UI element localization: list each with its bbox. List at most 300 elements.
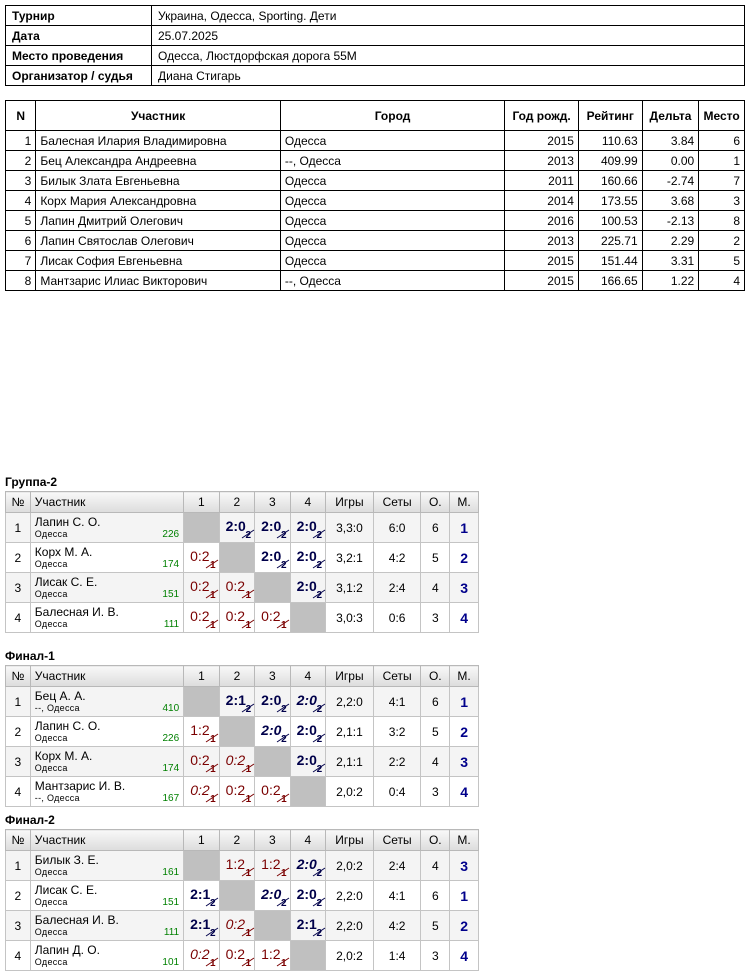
player-city-text: Одесса xyxy=(34,618,68,629)
place-cell: 4 xyxy=(450,941,479,971)
table-cell: 151.44 xyxy=(578,251,642,271)
column-header: N xyxy=(6,101,36,131)
table-cell: Лисак София Евгеньевна xyxy=(36,251,281,271)
player-cell xyxy=(30,911,183,941)
games-cell: 2,1:1 xyxy=(326,717,374,747)
match-cell xyxy=(219,573,255,603)
group-column-header: М. xyxy=(450,830,479,851)
match-cell xyxy=(219,941,255,971)
match-cell xyxy=(219,747,254,777)
match-game-number: 1 xyxy=(210,764,216,775)
player-rating: 174 xyxy=(162,558,180,570)
match-cell xyxy=(184,911,220,941)
group-column-header: М. xyxy=(450,492,479,513)
table-cell: -2.74 xyxy=(642,171,699,191)
player-city xyxy=(35,589,183,600)
player-rating: 151 xyxy=(162,588,180,600)
row-number: 2 xyxy=(6,881,31,911)
player-rating: 161 xyxy=(162,866,180,878)
match-cell xyxy=(255,881,291,911)
match-score: 2:0 xyxy=(296,886,317,902)
table-cell: 173.55 xyxy=(578,191,642,211)
match-cell xyxy=(255,941,291,971)
column-header: Год рожд. xyxy=(505,101,579,131)
games-cell: 3,3:0 xyxy=(326,513,374,543)
match-cell xyxy=(255,513,291,543)
player-city-text: Одесса xyxy=(34,762,68,773)
info-label: Организатор / судья xyxy=(6,66,152,86)
table-row xyxy=(6,211,745,231)
player-city-text: Одесса xyxy=(34,732,68,743)
table-cell: Лапин Святослав Олегович xyxy=(36,231,281,251)
match-score: 0:2 xyxy=(190,578,210,594)
table-cell: 5 xyxy=(699,251,745,271)
match-score: 2:1 xyxy=(190,886,211,902)
group-column-header: 3 xyxy=(255,830,291,851)
games-cell: 2,0:2 xyxy=(326,777,374,807)
player-name: Лапин Д. О. xyxy=(34,942,100,957)
match-score: 0:2 xyxy=(190,608,210,624)
match-game-number: 1 xyxy=(281,958,287,969)
sets-cell: 4:2 xyxy=(373,543,421,573)
group-column-header: 3 xyxy=(255,492,291,513)
player-rating: 111 xyxy=(163,926,180,938)
points-cell: 5 xyxy=(421,911,450,941)
group-column-header: 2 xyxy=(219,492,255,513)
table-cell: Бец Александра Андреевна xyxy=(36,151,281,171)
group-column-header: Сеты xyxy=(373,492,421,513)
match-game-number: 1 xyxy=(281,794,287,805)
place-cell: 2 xyxy=(450,543,479,573)
match-score: 2:1 xyxy=(225,692,246,708)
player-rating: 174 xyxy=(162,762,180,774)
player-city-text: --, Одесса xyxy=(34,702,80,713)
match-cell xyxy=(290,717,325,747)
group-row xyxy=(6,777,479,807)
match-cell xyxy=(184,747,219,777)
player-city-text: Одесса xyxy=(34,926,68,937)
points-cell: 3 xyxy=(421,941,450,971)
match-cell xyxy=(184,573,220,603)
match-cell xyxy=(219,851,255,881)
player-city-text: Одесса xyxy=(34,558,68,569)
group-column-header: Участник xyxy=(30,666,183,687)
table-cell: 2016 xyxy=(505,211,579,231)
group-row xyxy=(6,851,479,881)
match-cell xyxy=(184,941,220,971)
row-number: 2 xyxy=(6,543,31,573)
group-column-header: 2 xyxy=(219,830,255,851)
table-cell: 2013 xyxy=(505,231,579,251)
diagonal-cell xyxy=(290,603,326,633)
table-cell: 160.66 xyxy=(578,171,642,191)
group-column-header: 4 xyxy=(290,666,325,687)
match-game-number: 1 xyxy=(245,868,252,879)
diagonal-cell xyxy=(290,777,325,807)
row-number: 3 xyxy=(6,747,31,777)
match-game-number: 1 xyxy=(245,928,252,939)
group-column-header: М. xyxy=(450,666,479,687)
player-city-text: Одесса xyxy=(34,866,68,877)
player-city xyxy=(35,559,183,570)
info-value: Диана Стигарь xyxy=(152,66,745,86)
games-cell: 3,2:1 xyxy=(326,543,374,573)
match-score: 2:0 xyxy=(261,886,282,902)
sets-cell: 1:4 xyxy=(373,941,421,971)
table-cell: Одесса xyxy=(280,211,504,231)
group-row xyxy=(6,747,479,777)
place-cell: 1 xyxy=(450,513,479,543)
table-cell: 4 xyxy=(6,191,36,211)
participants-table xyxy=(5,100,745,291)
match-game-number: 2 xyxy=(281,704,287,715)
match-game-number: 1 xyxy=(245,590,252,601)
table-cell: Корх Мария Александровна xyxy=(36,191,281,211)
row-number: 1 xyxy=(6,851,31,881)
match-cell xyxy=(255,687,290,717)
match-cell xyxy=(184,881,220,911)
table-row xyxy=(6,171,745,191)
table-cell: 3.84 xyxy=(642,131,699,151)
games-cell: 2,2:0 xyxy=(326,687,374,717)
table-cell: 3.31 xyxy=(642,251,699,271)
group-table xyxy=(5,665,479,807)
table-row xyxy=(6,251,745,271)
group-column-header: 4 xyxy=(290,830,326,851)
player-name: Бец А. А. xyxy=(34,688,86,703)
player-name: Билык З. Е. xyxy=(34,852,99,867)
player-city xyxy=(35,867,183,878)
match-score: 2:0 xyxy=(225,518,246,534)
player-name: Балесная И. В. xyxy=(34,912,119,927)
row-number: 2 xyxy=(6,717,31,747)
table-cell: 2 xyxy=(6,151,36,171)
group-column-header: Участник xyxy=(30,492,183,513)
info-row xyxy=(6,26,745,46)
player-city xyxy=(35,703,183,714)
group-row xyxy=(6,911,479,941)
row-number: 3 xyxy=(6,911,31,941)
match-game-number: 2 xyxy=(281,734,287,745)
group-row xyxy=(6,687,479,717)
sets-cell: 2:4 xyxy=(373,573,421,603)
match-score: 0:2 xyxy=(225,578,246,594)
player-city-text: Одесса xyxy=(34,896,68,907)
match-cell xyxy=(255,851,291,881)
group-table xyxy=(5,829,479,971)
group-title: Финал-1 xyxy=(5,649,55,663)
place-cell: 4 xyxy=(450,777,479,807)
player-cell xyxy=(30,717,183,747)
place-cell: 2 xyxy=(450,717,479,747)
match-cell xyxy=(219,777,254,807)
group-column-header: 1 xyxy=(184,492,220,513)
table-cell: Мантзарис Илиас Викторович xyxy=(36,271,281,291)
player-name: Лапин С. О. xyxy=(34,514,101,529)
column-header: Место xyxy=(699,101,745,131)
group-column-header: О. xyxy=(421,830,450,851)
group-column-header: Сеты xyxy=(373,666,421,687)
player-name: Лапин С. О. xyxy=(34,718,101,733)
group-column-header: О. xyxy=(421,666,450,687)
column-header: Рейтинг xyxy=(578,101,642,131)
player-city xyxy=(35,619,183,630)
match-cell xyxy=(290,747,325,777)
match-game-number: 2 xyxy=(281,560,287,571)
table-cell: 166.65 xyxy=(578,271,642,291)
match-score: 0:2 xyxy=(261,782,281,798)
match-game-number: 1 xyxy=(210,620,216,631)
table-cell: 2015 xyxy=(505,131,579,151)
diagonal-cell xyxy=(184,687,219,717)
match-score: 0:2 xyxy=(225,946,246,962)
table-cell: 2015 xyxy=(505,251,579,271)
match-game-number: 1 xyxy=(245,764,252,775)
place-cell: 1 xyxy=(450,881,479,911)
match-game-number: 2 xyxy=(316,530,323,541)
group-column-header: 4 xyxy=(290,492,326,513)
table-row xyxy=(6,191,745,211)
group-column-header: № xyxy=(6,666,31,687)
sets-cell: 4:1 xyxy=(373,881,421,911)
player-cell xyxy=(30,543,183,573)
table-cell: 3.68 xyxy=(642,191,699,211)
match-score: 1:2 xyxy=(225,856,246,872)
player-cell xyxy=(30,941,183,971)
match-cell xyxy=(290,513,326,543)
diagonal-cell xyxy=(219,881,255,911)
player-cell xyxy=(30,513,183,543)
match-cell xyxy=(290,851,326,881)
match-score: 2:0 xyxy=(296,578,317,594)
match-score: 0:2 xyxy=(190,946,210,962)
player-cell xyxy=(30,603,183,633)
points-cell: 6 xyxy=(421,881,450,911)
table-cell: 2015 xyxy=(505,271,579,291)
table-cell: 2014 xyxy=(505,191,579,211)
place-cell: 3 xyxy=(450,851,479,881)
group-title: Финал-2 xyxy=(5,813,55,827)
points-cell: 5 xyxy=(421,543,450,573)
match-cell xyxy=(290,573,326,603)
match-game-number: 1 xyxy=(281,868,287,879)
games-cell: 3,1:2 xyxy=(326,573,374,603)
match-cell xyxy=(219,687,254,717)
player-rating: 410 xyxy=(162,702,180,714)
match-score: 2:0 xyxy=(261,548,282,564)
match-game-number: 2 xyxy=(245,704,252,715)
match-cell xyxy=(255,777,290,807)
table-row xyxy=(6,151,745,171)
match-game-number: 2 xyxy=(316,704,323,715)
player-city xyxy=(35,733,183,744)
sets-cell: 3:2 xyxy=(373,717,421,747)
points-cell: 3 xyxy=(421,777,450,807)
table-cell: 6 xyxy=(699,131,745,151)
table-cell: 409.99 xyxy=(578,151,642,171)
sets-cell: 2:2 xyxy=(373,747,421,777)
table-cell: Одесса xyxy=(280,231,504,251)
table-cell: 2013 xyxy=(505,151,579,171)
player-name: Лисак С. Е. xyxy=(34,574,98,589)
row-number: 1 xyxy=(6,687,31,717)
match-score: 1:2 xyxy=(190,722,210,738)
group-row xyxy=(6,513,479,543)
group-row xyxy=(6,573,479,603)
match-game-number: 1 xyxy=(210,590,216,601)
group-column-header: Игры xyxy=(326,492,374,513)
player-rating: 167 xyxy=(162,792,180,804)
match-game-number: 1 xyxy=(281,620,287,631)
table-cell: 1 xyxy=(6,131,36,151)
match-score: 0:2 xyxy=(225,782,246,798)
match-score: 2:0 xyxy=(296,722,317,738)
group-column-header: Игры xyxy=(326,830,374,851)
match-cell xyxy=(290,911,326,941)
table-cell: 100.53 xyxy=(578,211,642,231)
points-cell: 4 xyxy=(421,573,450,603)
match-score: 2:0 xyxy=(296,752,317,768)
points-cell: 4 xyxy=(421,851,450,881)
diagonal-cell xyxy=(255,911,291,941)
table-cell: 110.63 xyxy=(578,131,642,151)
group-column-header: 1 xyxy=(184,666,219,687)
match-game-number: 2 xyxy=(245,530,252,541)
info-label: Место проведения xyxy=(6,46,152,66)
match-game-number: 1 xyxy=(210,794,216,805)
info-value: Одесса, Люстдорфская дорога 55М xyxy=(152,46,745,66)
match-cell xyxy=(290,543,326,573)
table-cell: 8 xyxy=(6,271,36,291)
group-column-header: Игры xyxy=(326,666,374,687)
table-cell: --, Одесса xyxy=(280,151,504,171)
player-name: Балесная И. В. xyxy=(34,604,119,619)
match-score: 0:2 xyxy=(225,752,246,768)
group-column-header: Участник xyxy=(30,830,183,851)
info-label: Турнир xyxy=(6,6,152,26)
group-column-header: 2 xyxy=(219,666,254,687)
column-header: Участник xyxy=(36,101,281,131)
match-cell xyxy=(219,513,255,543)
diagonal-cell xyxy=(290,941,326,971)
games-cell: 3,0:3 xyxy=(326,603,374,633)
column-header: Дельта xyxy=(642,101,699,131)
match-score: 2:0 xyxy=(261,518,282,534)
diagonal-cell xyxy=(255,747,290,777)
match-score: 0:2 xyxy=(261,608,281,624)
group-row xyxy=(6,543,479,573)
place-cell: 4 xyxy=(450,603,479,633)
match-score: 2:0 xyxy=(296,518,317,534)
player-cell xyxy=(30,777,183,807)
games-cell: 2,0:2 xyxy=(326,851,374,881)
player-rating: 111 xyxy=(163,618,180,630)
diagonal-cell xyxy=(219,717,254,747)
points-cell: 6 xyxy=(421,513,450,543)
match-game-number: 2 xyxy=(316,868,323,879)
games-cell: 2,2:0 xyxy=(326,881,374,911)
sets-cell: 0:4 xyxy=(373,777,421,807)
sets-cell: 4:2 xyxy=(373,911,421,941)
player-city-text: Одесса xyxy=(34,528,68,539)
player-cell xyxy=(30,851,183,881)
match-cell xyxy=(184,777,219,807)
match-score: 2:0 xyxy=(296,548,317,564)
table-cell: 0.00 xyxy=(642,151,699,171)
row-number: 4 xyxy=(6,777,31,807)
table-cell: 4 xyxy=(699,271,745,291)
group-title: Группа-2 xyxy=(5,475,58,489)
player-cell xyxy=(30,573,183,603)
games-cell: 2,0:2 xyxy=(326,941,374,971)
table-row xyxy=(6,271,745,291)
info-value: Украина, Одесса, Sporting. Дети xyxy=(152,6,745,26)
match-cell xyxy=(255,603,291,633)
match-game-number: 2 xyxy=(281,530,287,541)
table-cell: Лапин Дмитрий Олегович xyxy=(36,211,281,231)
match-game-number: 1 xyxy=(210,958,216,969)
match-game-number: 1 xyxy=(210,734,216,745)
match-score: 0:2 xyxy=(190,752,210,768)
row-number: 1 xyxy=(6,513,31,543)
table-cell: 2011 xyxy=(505,171,579,191)
match-score: 2:0 xyxy=(261,722,282,738)
table-cell: Балесная Илария Владимировна xyxy=(36,131,281,151)
match-cell xyxy=(290,881,326,911)
points-cell: 4 xyxy=(421,747,450,777)
table-cell: Одесса xyxy=(280,191,504,211)
match-game-number: 2 xyxy=(316,560,323,571)
match-score: 1:2 xyxy=(261,946,281,962)
player-rating: 226 xyxy=(162,732,180,744)
player-rating: 226 xyxy=(162,528,180,540)
player-name: Лисак С. Е. xyxy=(34,882,98,897)
row-number: 4 xyxy=(6,603,31,633)
table-cell: -2.13 xyxy=(642,211,699,231)
match-score: 0:2 xyxy=(190,548,210,564)
group-column-header: О. xyxy=(421,492,450,513)
match-score: 2:1 xyxy=(190,916,211,932)
player-city xyxy=(35,927,183,938)
table-cell: 3 xyxy=(699,191,745,211)
group-table xyxy=(5,491,479,633)
match-cell xyxy=(184,543,220,573)
group-row xyxy=(6,717,479,747)
match-score: 0:2 xyxy=(225,608,246,624)
match-score: 2:0 xyxy=(261,692,282,708)
match-game-number: 2 xyxy=(316,928,323,939)
player-city-text: Одесса xyxy=(34,588,68,599)
table-cell: 1.22 xyxy=(642,271,699,291)
tournament-info-table xyxy=(5,5,745,86)
place-cell: 2 xyxy=(450,911,479,941)
table-cell: 225.71 xyxy=(578,231,642,251)
player-cell xyxy=(30,881,183,911)
diagonal-cell xyxy=(184,851,220,881)
table-cell: --, Одесса xyxy=(280,271,504,291)
player-city-text: Одесса xyxy=(34,956,68,967)
player-rating: 151 xyxy=(162,896,180,908)
match-cell xyxy=(255,543,291,573)
table-cell: 7 xyxy=(6,251,36,271)
player-cell xyxy=(30,687,183,717)
player-city xyxy=(35,793,183,804)
player-name: Мантзарис И. В. xyxy=(34,778,126,793)
table-cell: 6 xyxy=(6,231,36,251)
column-header: Город xyxy=(280,101,504,131)
table-row xyxy=(6,231,745,251)
diagonal-cell xyxy=(255,573,291,603)
